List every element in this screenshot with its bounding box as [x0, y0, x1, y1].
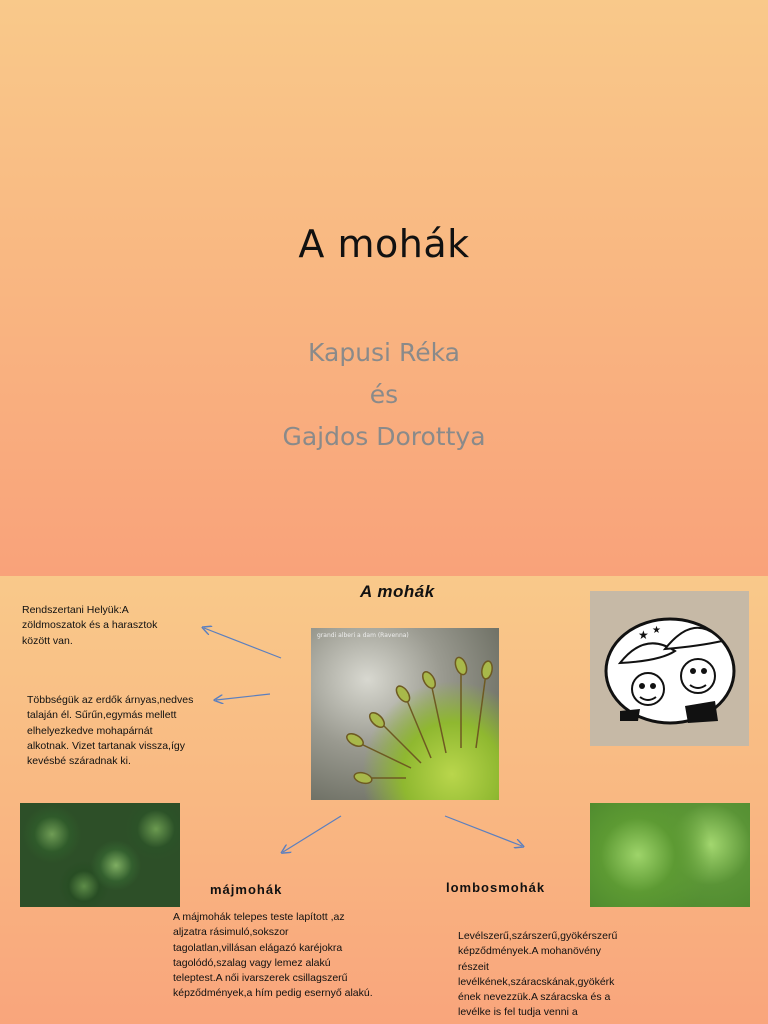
arrow-to-liverworts: [283, 816, 341, 852]
author-line-1: Kapusi Réka: [308, 338, 460, 367]
content-slide: [0, 576, 768, 1024]
svg-text:★: ★: [638, 628, 649, 642]
arrow-to-leafy-mosses: [445, 816, 522, 846]
diagram-arrows: [0, 576, 768, 1024]
habitat-text: Többségük az erdők árnyas,nedves talaján él. Sűrűn,egymás mellett elhelyezkedve mohapárnát alkotnak. Vizet tartanak vissza,így kevésbé száradnak ki.: [27, 694, 194, 768]
arrow-to-habitat: [216, 694, 270, 700]
svg-text:★: ★: [652, 625, 661, 636]
leafy-mosses-description: Levélszerű,szárszerű,gyökérszerű képződmények.A mohanövény részeit levélkének,száracskának,gyökérk ének nevezzük.A száracska és a levélke is fel tudja venni a: [458, 930, 618, 1019]
author-line-3: Gajdos Dorottya: [282, 422, 486, 451]
label-leafy-mosses: lombosmohák: [446, 880, 546, 895]
photo-caption: grandi alberi a dam (Ravenna): [317, 632, 409, 639]
arrow-to-taxonomy: [204, 628, 281, 658]
liverworts-description: A májmohák telepes teste lapított ,az aljzatra rásimuló,sokszor tagolatlan,villásan elágazó karéjokra tagolódó,szalag vagy lemez alakú teleptest.A női ivarszerek csillagszerű képződmények,a hím pedig esernyő alakú.: [173, 911, 373, 1000]
label-liverworts: májmohák: [210, 882, 283, 897]
slide-title: A mohák: [298, 222, 470, 266]
slide-heading: A mohák: [360, 582, 435, 601]
author-line-2: és: [369, 380, 399, 409]
taxonomy-text: Rendszertani Helyük:A zöldmoszatok és a harasztok között van.: [22, 604, 158, 647]
